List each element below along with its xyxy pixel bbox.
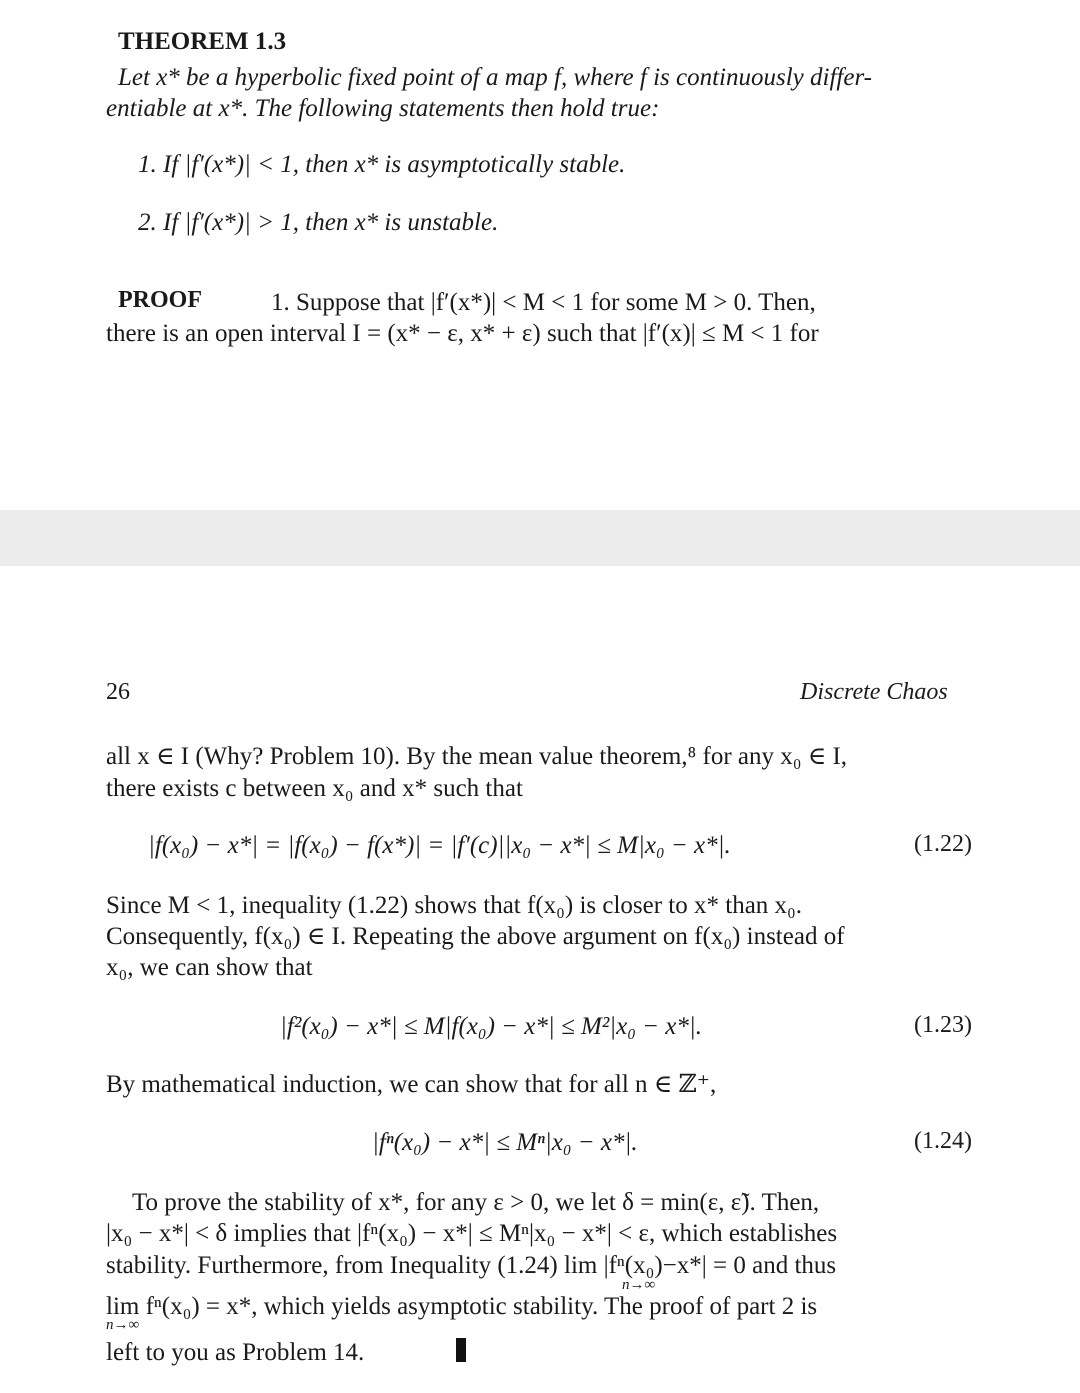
body-line-2: there exists c between x₀ and x* such that xyxy=(106,775,523,802)
theorem-line-2: entiable at x*. The following statements then hold true: xyxy=(106,95,660,122)
body-line-4: Consequently, f(x₀) ∈ I. Repeating the above argument on f(x₀) instead of xyxy=(106,923,845,950)
equation-number-1-24: (1.24) xyxy=(914,1128,972,1154)
theorem-item-1: 1. If |f′(x*)| < 1, then x* is asymptotically stable. xyxy=(138,151,626,178)
theorem-item-2: 2. If |f′(x*)| > 1, then x* is unstable. xyxy=(138,209,499,236)
equation-1-24: |fⁿ(x₀) − x*| ≤ Mⁿ|x₀ − x*|. xyxy=(372,1129,638,1156)
theorem-title: THEOREM 1.3 xyxy=(118,28,287,55)
limit-subscript-1: n→∞ xyxy=(622,1277,656,1293)
proof-label: PROOF xyxy=(118,287,202,313)
page-number: 26 xyxy=(106,679,130,705)
equation-number-1-23: (1.23) xyxy=(914,1012,972,1038)
equation-number-1-22: (1.22) xyxy=(914,831,972,857)
body-line-3: Since M < 1, inequality (1.22) shows that f(x₀) is closer to x* than x₀. xyxy=(106,892,803,919)
body-line-9: stability. Furthermore, from Inequality (1.24) lim |fⁿ(x₀)−x*| = 0 and thus xyxy=(106,1252,837,1279)
body-line-8: |x₀ − x*| < δ implies that |fⁿ(x₀) − x*| ≤ Mⁿ|x₀ − x*| < ε, which establishes xyxy=(106,1220,838,1247)
qed-symbol xyxy=(456,1338,466,1362)
equation-1-23: |f²(x₀) − x*| ≤ M|f(x₀) − x*| ≤ M²|x₀ − x*|. xyxy=(280,1013,703,1040)
theorem-line-1: Let x* be a hyperbolic fixed point of a map f, where f is continuously differ- xyxy=(118,64,873,91)
equation-1-22: |f(x₀) − x*| = |f(x₀) − f(x*)| = |f′(c)||x₀ − x*| ≤ M|x₀ − x*|. xyxy=(148,832,731,859)
body-line-11: left to you as Problem 14. xyxy=(106,1339,365,1366)
running-title: Discrete Chaos xyxy=(800,679,948,705)
body-line-6: By mathematical induction, we can show that for all n ∈ ℤ⁺, xyxy=(106,1071,717,1098)
body-line-1: all x ∈ I (Why? Problem 10). By the mean value theorem,⁸ for any x₀ ∈ I, xyxy=(106,743,848,770)
proof-line-1: 1. Suppose that |f′(x*)| < M < 1 for some M > 0. Then, xyxy=(271,289,816,316)
body-line-5: x₀, we can show that xyxy=(106,954,313,981)
body-line-10: lim fⁿ(x₀) = x*, which yields asymptotic stability. The proof of part 2 is xyxy=(106,1293,818,1320)
proof-line-2: there is an open interval I = (x* − ε, x* + ε) such that |f′(x)| ≤ M < 1 for xyxy=(106,320,819,347)
limit-subscript-2: n→∞ xyxy=(106,1317,140,1333)
page-gap xyxy=(0,510,1080,566)
body-line-7: To prove the stability of x*, for any ε > 0, we let δ = min(ε, ε̃). Then, xyxy=(132,1189,820,1216)
